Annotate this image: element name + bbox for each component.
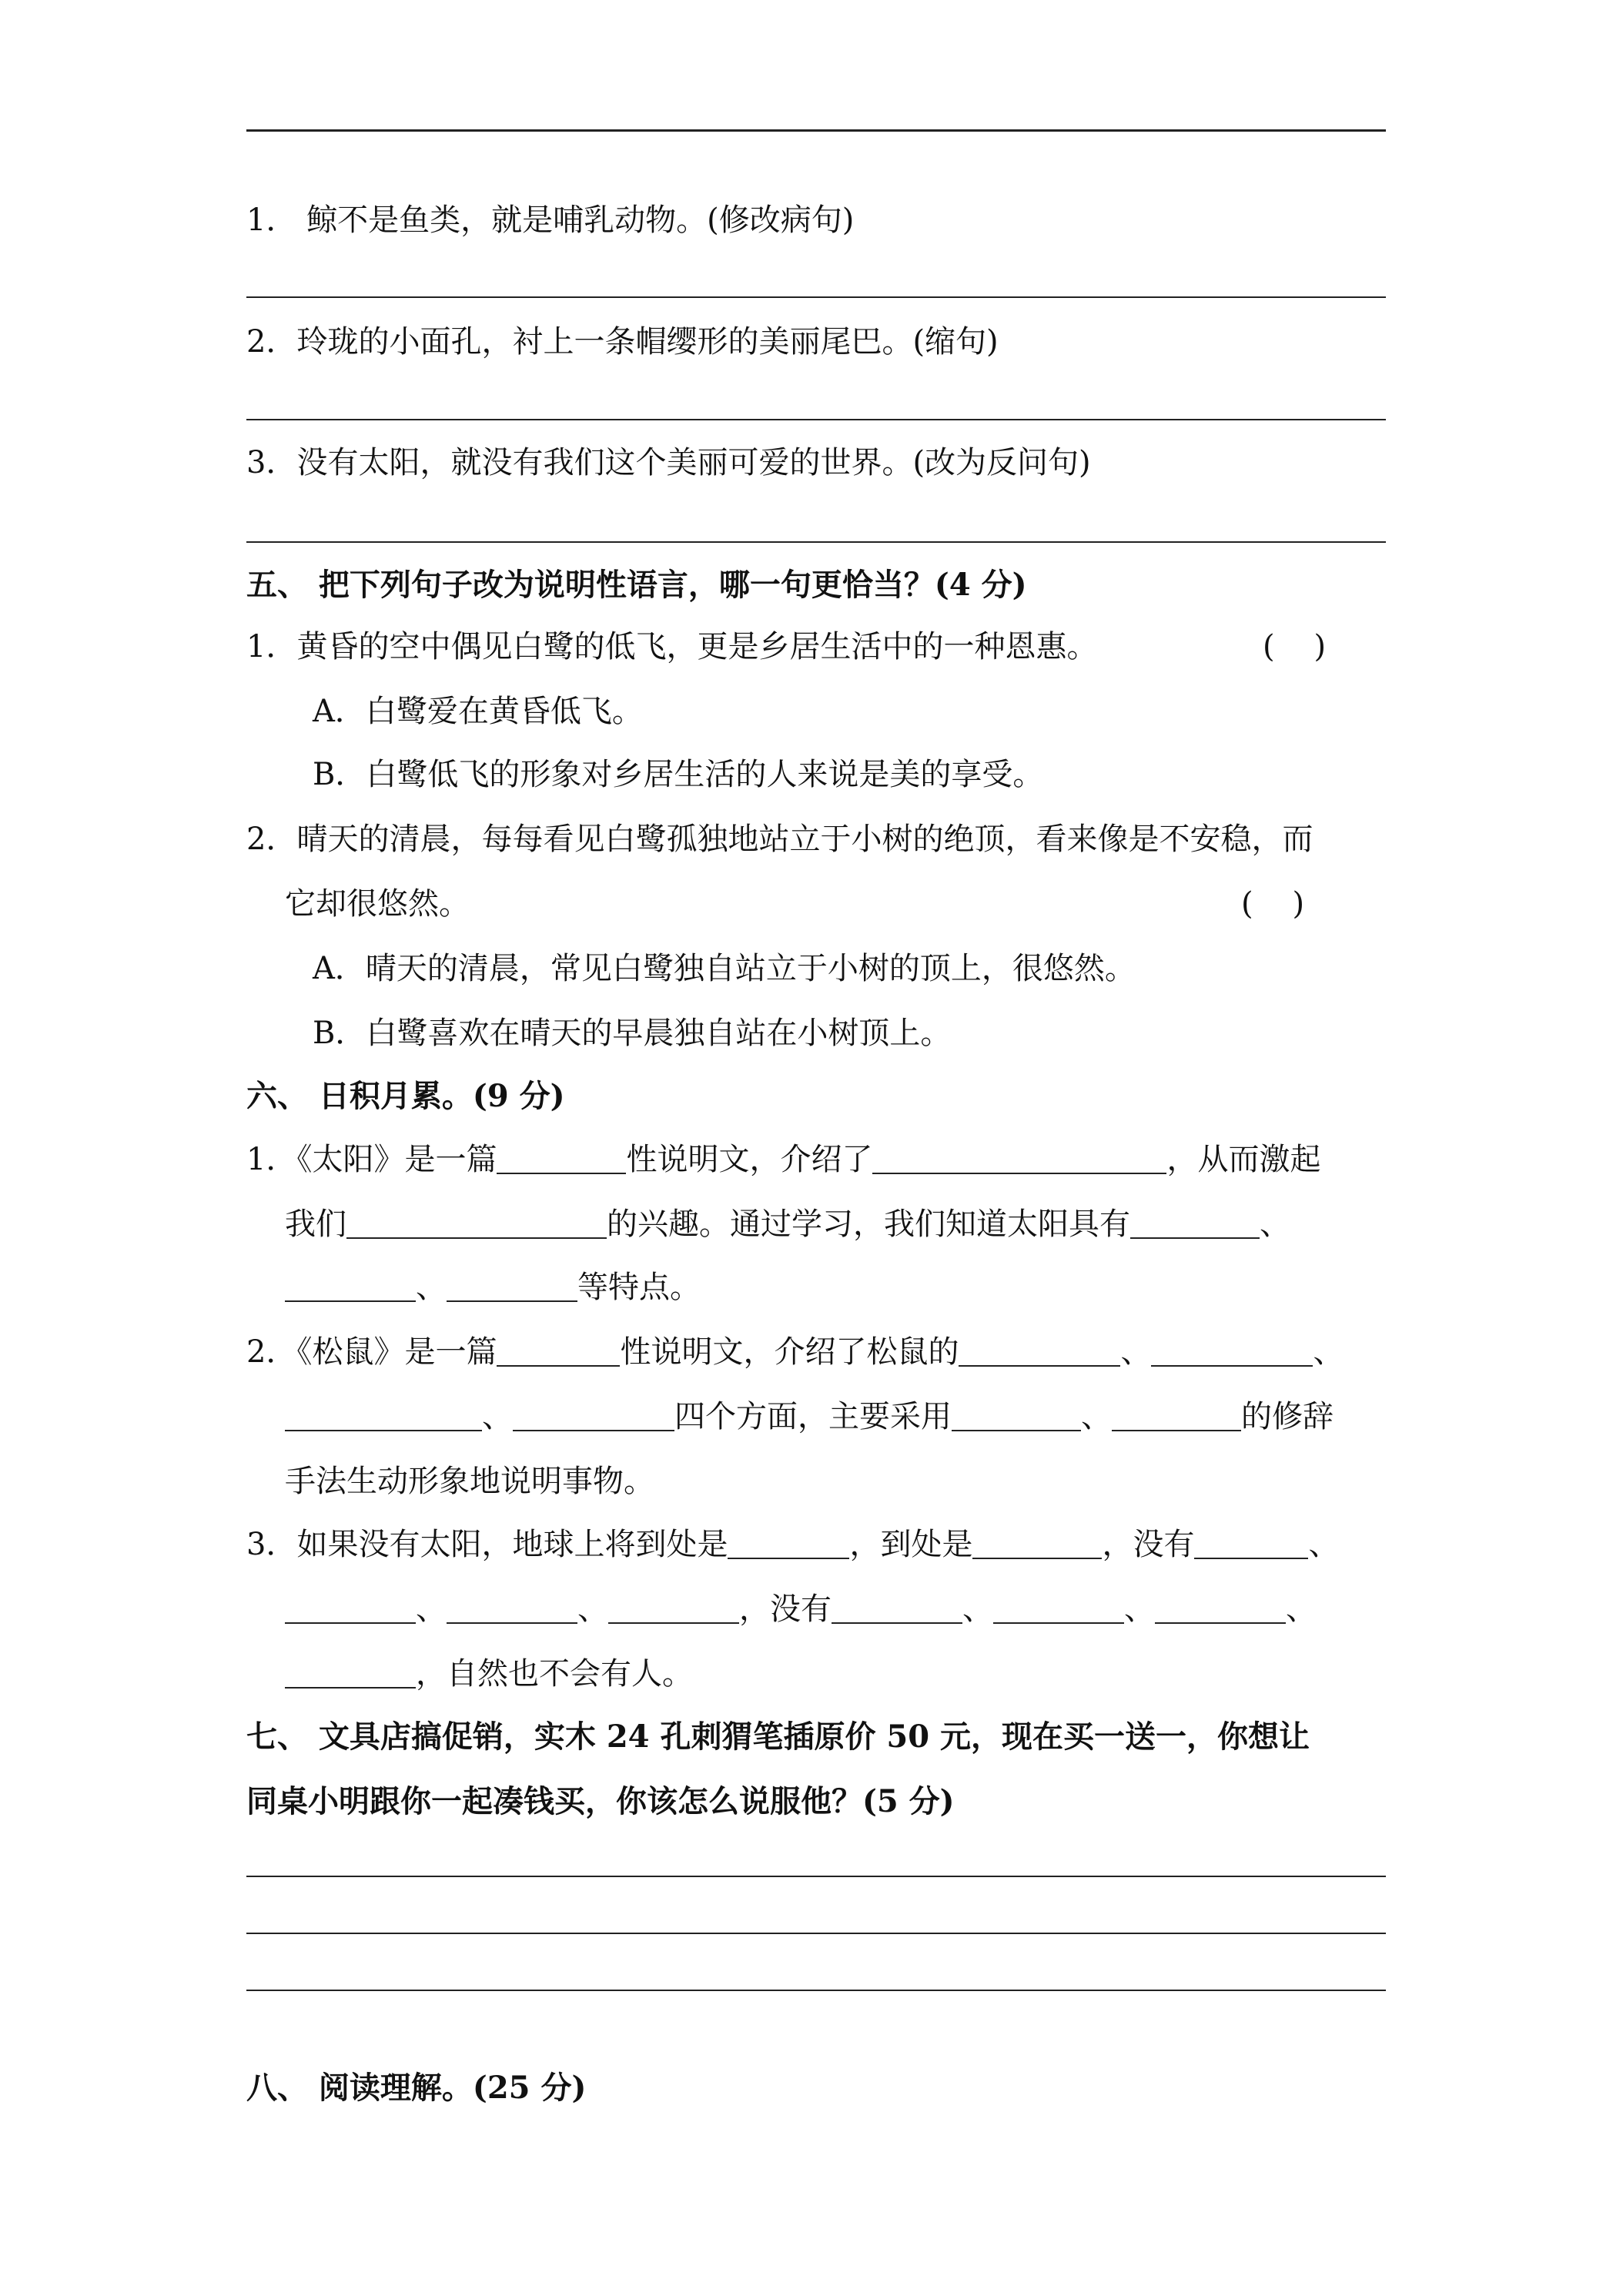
sec5-q2-line2: 它却很悠然。 [285, 886, 470, 922]
text: 、 [416, 1591, 447, 1627]
text: 、 [1286, 1591, 1317, 1627]
blank[interactable] [1112, 1399, 1241, 1431]
sec5-title: 五、 把下列句子改为说明性语言，哪一句更恰当？(4 分) [246, 567, 1027, 603]
answer-line-sec4-q1[interactable] [246, 296, 1386, 298]
blank[interactable] [497, 1334, 620, 1367]
text: 等特点。 [577, 1270, 701, 1305]
blank[interactable] [608, 1591, 739, 1624]
sec7-line2: 同桌小明跟你一起凑钱买，你该怎么说服他？(5 分) [246, 1783, 955, 1819]
text: 性说明文，介绍了松鼠的 [620, 1334, 959, 1370]
sec7-line1: 七、 文具店搞促销，实木 24 孔刺猬笔插原价 50 元，现在买一送一，你想让 [246, 1719, 1310, 1755]
text: 、 [577, 1591, 608, 1627]
text: 我们 [285, 1207, 346, 1242]
blank[interactable] [1155, 1591, 1286, 1624]
answer-line-sec7-3[interactable] [246, 1990, 1386, 1991]
blank[interactable] [1194, 1527, 1308, 1559]
answer-line-sec4-q3[interactable] [246, 541, 1386, 543]
sec6-q1-line2 [285, 1204, 1290, 1244]
answer-line-sec4-q2[interactable] [246, 419, 1386, 420]
blank[interactable] [285, 1591, 416, 1624]
blank[interactable] [1130, 1207, 1260, 1239]
text: 、 [482, 1399, 513, 1434]
sec6-q3-line1 [246, 1525, 1339, 1565]
blank[interactable] [497, 1142, 626, 1174]
text: 性说明文，介绍了 [626, 1142, 873, 1177]
sec5-q1-answer-paren[interactable]: ( ) [1263, 629, 1327, 664]
text: 、 [962, 1591, 993, 1627]
blank[interactable] [972, 1527, 1102, 1559]
sec5-q1: 1．黄昏的空中偶见白鹭的低飞，更是乡居生活中的一种恩惠。 [246, 629, 1098, 664]
blank[interactable] [513, 1399, 674, 1431]
text: ，从而激起 [1166, 1142, 1321, 1177]
sec4-q1: 1． 鲸不是鱼类，就是哺乳动物。(修改病句) [246, 202, 855, 238]
header-rule [246, 129, 1386, 132]
text: 2．《松鼠》是一篇 [246, 1334, 497, 1370]
blank[interactable] [993, 1591, 1124, 1624]
sec5-q1-option-b: B．白鹭低飞的形象对乡居生活的人来说是美的享受。 [313, 757, 1044, 792]
blank[interactable] [832, 1591, 962, 1624]
text: 、 [1124, 1591, 1155, 1627]
sec6-q3-line2 [285, 1589, 1317, 1629]
text: 1．《太阳》是一篇 [246, 1142, 497, 1177]
text: 、 [1308, 1527, 1340, 1562]
text: 、 [1260, 1207, 1290, 1242]
sec5-q2-answer-paren[interactable]: ( ) [1241, 886, 1305, 922]
sec6-title: 六、 日积月累。(9 分) [246, 1078, 565, 1114]
text: 、 [1120, 1334, 1152, 1370]
text: ，到处是 [849, 1527, 973, 1562]
text: 、 [1081, 1399, 1112, 1434]
blank[interactable] [447, 1591, 577, 1624]
answer-line-sec7-1[interactable] [246, 1876, 1386, 1877]
sec6-q1-line3 [285, 1267, 701, 1307]
answer-line-sec7-2[interactable] [246, 1933, 1386, 1934]
blank[interactable] [872, 1142, 1166, 1174]
sec5-q2-option-a: A．晴天的清晨，常见白鹭独自站立于小树的顶上，很悠然。 [313, 951, 1136, 986]
text: 、 [1313, 1334, 1344, 1370]
blank[interactable] [728, 1527, 849, 1559]
sec4-q2: 2．玲珑的小面孔，衬上一条帽缨形的美丽尾巴。(缩句) [246, 324, 999, 360]
text: ，没有 [1102, 1527, 1195, 1562]
sec6-q1-line1 [246, 1140, 1320, 1180]
sec6-q3-line3 [285, 1654, 693, 1694]
blank[interactable] [952, 1399, 1081, 1431]
sec5-q2-line1: 2．晴天的清晨，每每看见白鹭孤独地站立于小树的绝顶，看来像是不安稳，而 [246, 822, 1313, 857]
text: 、 [416, 1270, 447, 1305]
sec6-q2-line3: 手法生动形象地说明事物。 [285, 1464, 654, 1499]
sec5-q1-option-a: A．白鹭爱在黄昏低飞。 [313, 694, 643, 729]
text: ，没有 [739, 1591, 832, 1627]
text: ，自然也不会有人。 [416, 1656, 693, 1692]
text: 四个方面，主要采用 [674, 1399, 952, 1434]
sec6-q2-line2 [285, 1397, 1334, 1437]
blank[interactable] [285, 1656, 416, 1689]
blank[interactable] [959, 1334, 1120, 1367]
sec4-q3: 3．没有太阳，就没有我们这个美丽可爱的世界。(改为反问句) [246, 445, 1091, 480]
blank[interactable] [447, 1270, 577, 1302]
blank[interactable] [346, 1207, 607, 1239]
sec6-q2-line1 [246, 1332, 1344, 1372]
sec5-q2-option-b: B．白鹭喜欢在晴天的早晨独自站在小树顶上。 [313, 1016, 952, 1051]
text: 的修辞 [1241, 1399, 1334, 1434]
blank[interactable] [285, 1399, 482, 1431]
blank[interactable] [285, 1270, 416, 1302]
sec8-title: 八、 阅读理解。(25 分) [246, 2070, 587, 2106]
text: 3．如果没有太阳，地球上将到处是 [246, 1527, 728, 1562]
text: 的兴趣。通过学习，我们知道太阳具有 [607, 1207, 1130, 1242]
blank[interactable] [1151, 1334, 1313, 1367]
